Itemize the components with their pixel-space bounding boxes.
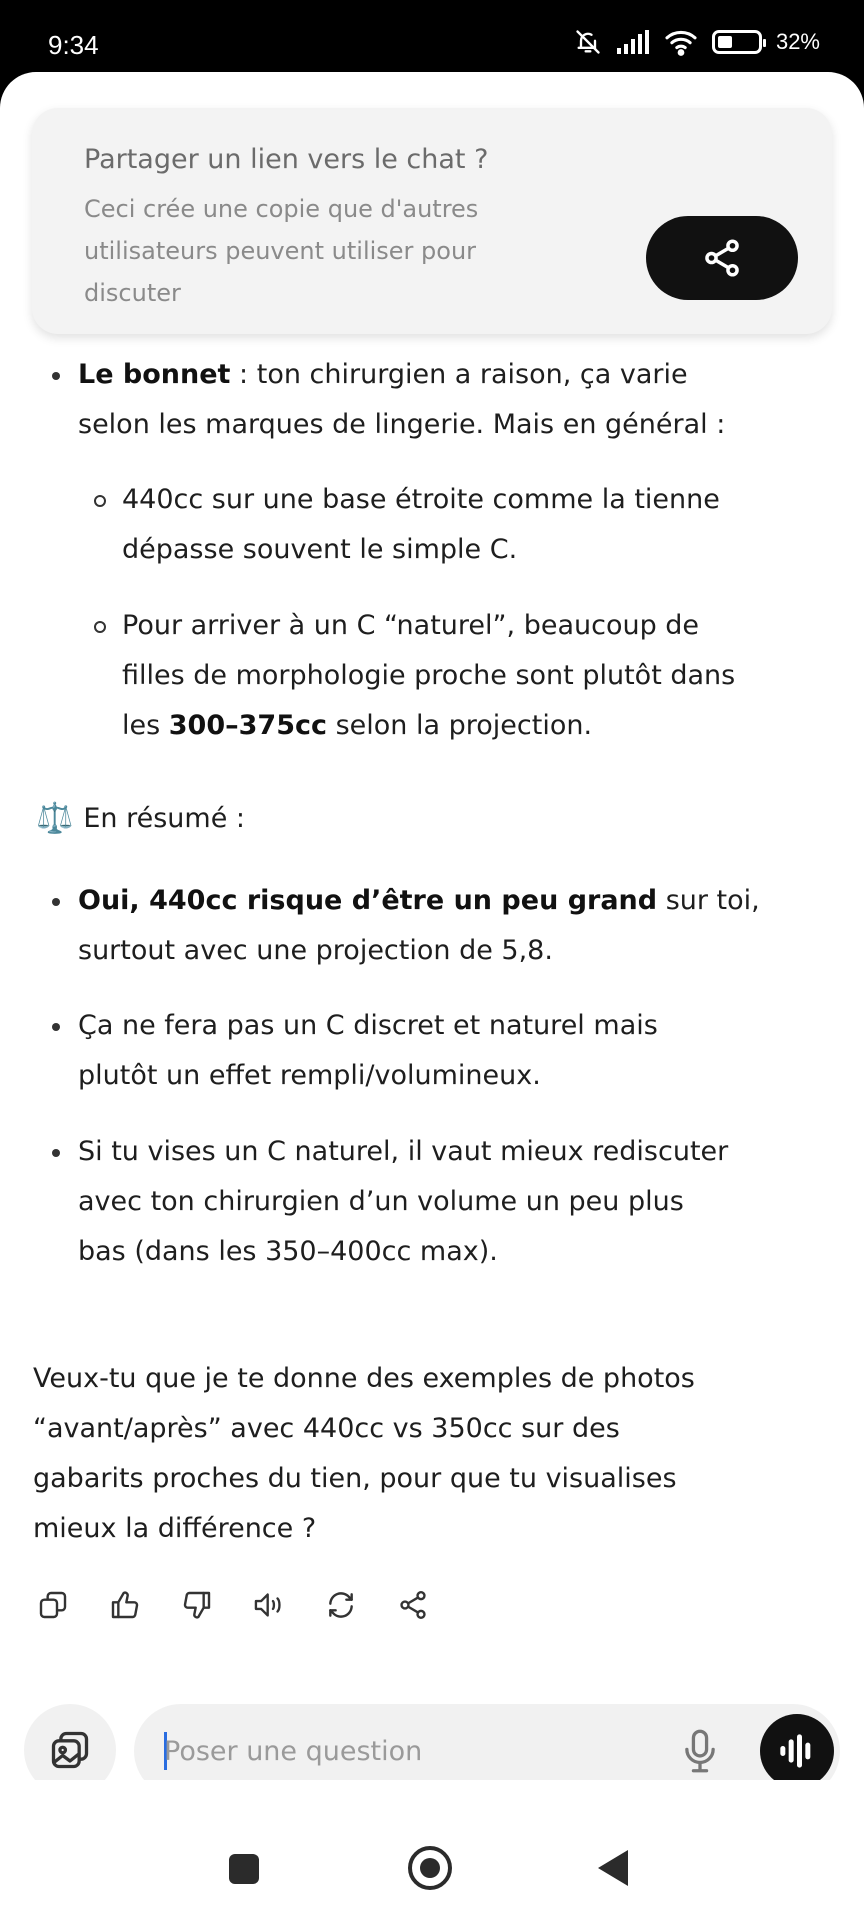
bullet-dot — [52, 1149, 60, 1157]
bell-muted-icon — [574, 28, 602, 56]
back-button[interactable] — [598, 1850, 628, 1886]
share-link-button[interactable] — [646, 216, 798, 300]
wifi-icon — [664, 28, 698, 56]
thumbs-down-icon — [181, 1589, 213, 1621]
summary-heading: ⚖️ En résumé : — [36, 794, 245, 844]
scales-icon: ⚖️ — [36, 801, 74, 836]
microphone-icon[interactable] — [680, 1728, 720, 1774]
closing-paragraph: Veux-tu que je te donne des exemples de photos “avant/après” avec 440cc vs 350cc sur des gabarits proches du tien, pour que tu visualises mieux la différence ? — [33, 1363, 695, 1544]
image-gallery-icon — [48, 1728, 92, 1772]
regenerate-button[interactable] — [324, 1588, 358, 1622]
share-link-card — [32, 108, 832, 334]
share-card-title: Partager un lien vers le chat ? — [84, 144, 489, 175]
read-aloud-button[interactable] — [252, 1588, 286, 1622]
share-icon — [397, 1589, 429, 1621]
battery-percent: 32% — [775, 29, 820, 54]
share-card-description: Ceci crée une copie que d'autres utilisateurs peuvent utiliser pour discuter — [84, 195, 479, 307]
bullet-ring — [94, 621, 106, 633]
bullet-dot — [52, 372, 60, 380]
share-icon — [701, 237, 743, 279]
recent-apps-button[interactable] — [229, 1854, 259, 1884]
share-message-button[interactable] — [396, 1588, 430, 1622]
home-button[interactable] — [408, 1846, 452, 1890]
copy-button[interactable] — [36, 1588, 70, 1622]
bullet-dot — [52, 1023, 60, 1031]
status-icons — [574, 28, 820, 56]
copy-icon — [37, 1589, 69, 1621]
question-input[interactable] — [164, 1726, 664, 1776]
thumbs-up-button[interactable] — [108, 1588, 142, 1622]
chat-sheet[interactable]: Le bonnet : ton chirurgien a raison, ça varie selon les marques de lingerie. Mais en général : 440cc sur une base étroite comme la tienne dépasse souvent le simple C. Pour arriver à un C “naturel”, beaucoup de filles de morphologie proche sont plutôt dans les 300–375cc selon la projection. ⚖️ En résumé : Oui, 440cc risque d’être un peu grand sur toi, surtout avec une projection de 5,8. Ça ne fera pas un C discret et naturel mais plutôt un effet rempli/volumineux. Si tu vises un C naturel, il vaut mieux rediscuter avec ton chirurgien d’un volume un peu plus bas (dans les 350–400cc max). Veux-tu que je te donne des exemples de photos “avant/après” avec 440cc vs 350cc sur des gabarits proches du tien, pour que tu visualises mieux la différence ? Partager un lien vers le chat ? Ceci crée une copie que d'autres utilisateurs peuvent utiliser pour discuter Poser une question — [0, 72, 864, 1920]
speaker-icon — [252, 1589, 286, 1621]
system-navigation-bar — [0, 1780, 864, 1920]
voice-mode-button[interactable] — [760, 1714, 834, 1788]
thumbs-down-button[interactable] — [180, 1588, 214, 1622]
bullet-ring — [94, 495, 106, 507]
regenerate-icon — [324, 1589, 358, 1621]
message-actions — [36, 1588, 430, 1622]
waveform-icon — [777, 1733, 817, 1769]
battery-icon — [712, 30, 762, 54]
bonnet-label: Le bonnet — [78, 359, 231, 390]
status-time: 9:34 — [48, 30, 99, 60]
signal-icon — [616, 29, 650, 55]
thumbs-up-icon — [109, 1589, 141, 1621]
bullet-dot — [52, 898, 60, 906]
